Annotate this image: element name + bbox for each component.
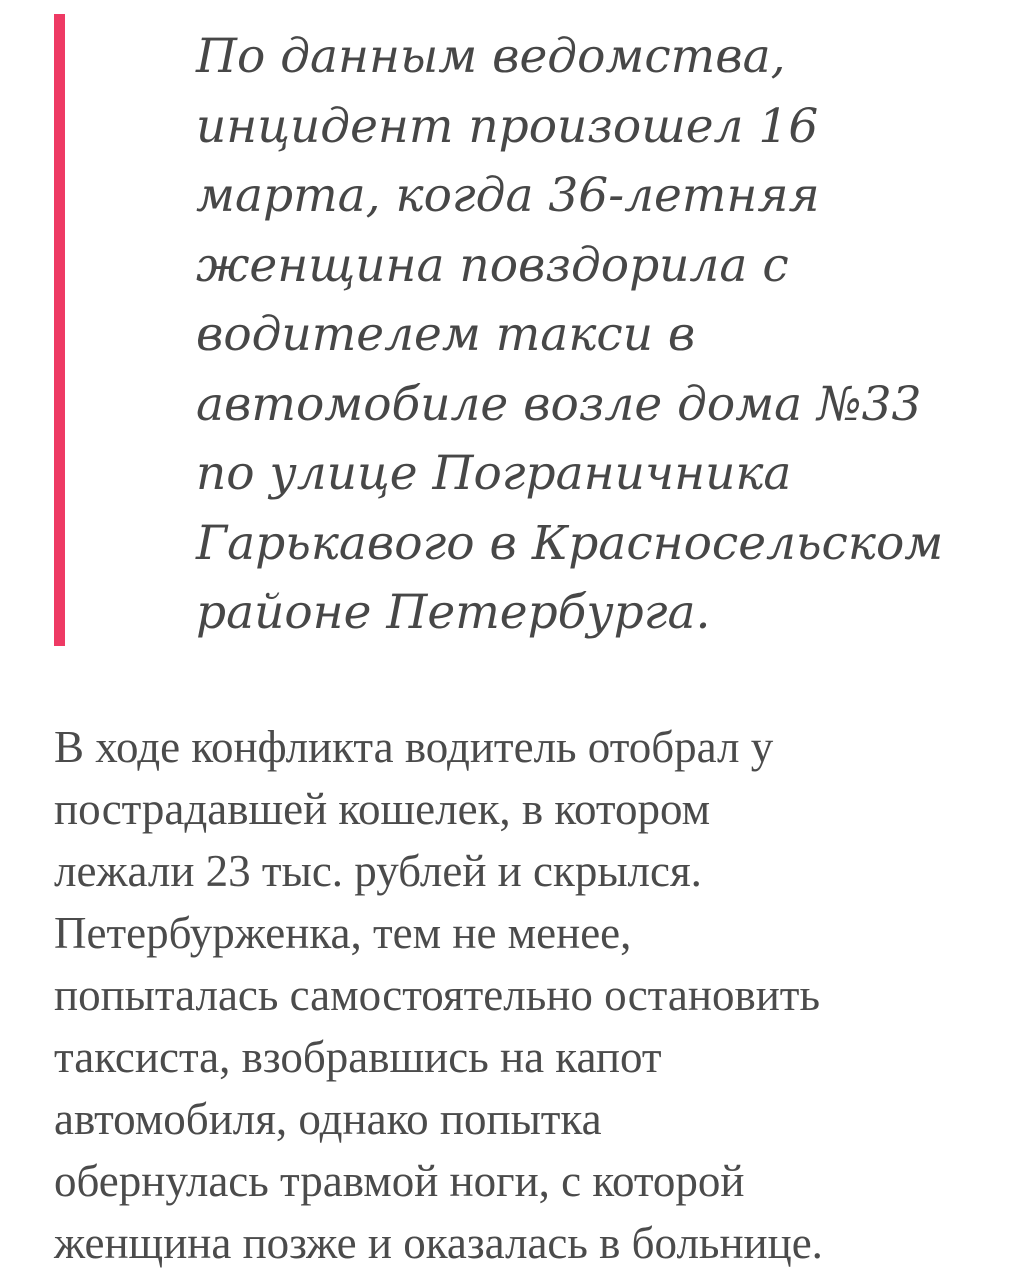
paragraph-line: В ходе конфликта водитель отобрал у — [54, 722, 774, 772]
quote-line: районе Петербурга. — [196, 585, 711, 640]
article-paragraph — [54, 716, 994, 1274]
paragraph-line: Петербурженка, тем не менее, — [54, 908, 632, 958]
paragraph-line: таксиста, взобравшись на капот — [54, 1032, 662, 1082]
quote-line: По данным ведомства, — [196, 29, 786, 84]
quote-line: Гарькавого в Красносельском — [196, 515, 944, 571]
quote-accent-bar — [54, 14, 65, 646]
quote-line: инцидент произошел 16 — [196, 98, 819, 154]
quote-line: женщина повздорила с — [196, 237, 789, 293]
paragraph-line: обернулась травмой ноги, с которой — [54, 1156, 745, 1206]
paragraph-line: лежали 23 тыс. рублей и скрылся. — [54, 846, 702, 896]
paragraph-line: женщина позже и оказалась в больнице. — [54, 1218, 823, 1268]
quote-line: по улице Пограничника — [196, 446, 792, 501]
paragraph-line: пострадавшей кошелек, в котором — [54, 784, 711, 834]
quote-line: водителем такси в — [196, 307, 696, 362]
quote-line: автомобиле возле дома №33 — [196, 376, 922, 432]
paragraph-line: попыталась самостоятельно остановить — [54, 970, 820, 1020]
quote-line: марта, когда 36-летняя — [196, 168, 820, 223]
article-quote — [196, 22, 986, 648]
paragraph-line: автомобиля, однако попытка — [54, 1094, 602, 1144]
